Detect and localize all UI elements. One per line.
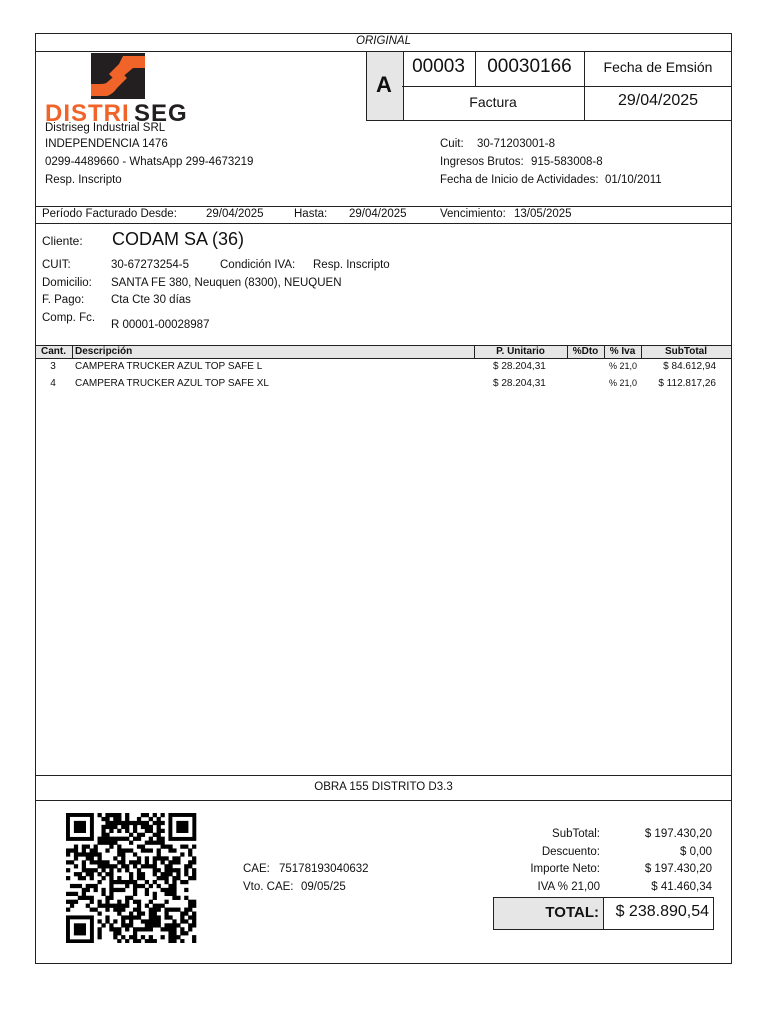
issuer-iibb: 915-583008-8	[531, 156, 603, 168]
period-to: 29/04/2025	[349, 208, 407, 220]
col-iva: % Iva	[609, 346, 636, 357]
row-subtotal: $ 112.817,26	[658, 378, 716, 389]
issuer-start-label: Fecha de Inicio de Actividades:	[440, 174, 599, 186]
qr-code-icon	[62, 813, 200, 943]
row-desc: CAMPERA TRUCKER AZUL TOP SAFE L	[75, 361, 263, 372]
issuer-phone: 0299-4489660 - WhatsApp 299-4673219	[45, 156, 254, 168]
client-address: SANTA FE 380, Neuquen (8300), NEUQUEN	[111, 277, 342, 289]
point-of-sale: 00003	[412, 56, 465, 77]
row-desc: CAMPERA TRUCKER AZUL TOP SAFE XL	[75, 378, 269, 389]
period-to-label: Hasta:	[294, 208, 328, 220]
period-from: 29/04/2025	[206, 208, 264, 220]
issue-date: 29/04/2025	[617, 92, 699, 109]
client-comp: R 00001-00028987	[111, 319, 210, 331]
row-unit: $ 28.204,31	[493, 378, 546, 389]
discount-value: $ 0,00	[680, 846, 712, 858]
col-unit: P. Unitario	[496, 346, 545, 357]
row-qty: 4	[50, 378, 56, 389]
svg-text:SEG: SEG	[134, 100, 188, 124]
company-logo	[45, 52, 195, 124]
issuer-tax-status: Resp. Inscripto	[45, 174, 122, 186]
divider	[35, 206, 732, 207]
issuer-cuit-label: Cuit:	[440, 138, 464, 150]
divider	[35, 223, 732, 224]
client-name: CODAM SA (36)	[112, 229, 245, 249]
client-iva-label: Condición IVA:	[220, 259, 296, 271]
iva-label: IVA % 21,00	[537, 881, 600, 893]
total-label: TOTAL:	[545, 904, 599, 921]
invoice-number: 00030166	[487, 56, 572, 77]
cae-vto: 09/05/25	[301, 881, 346, 893]
cae-vto-label: Vto. CAE:	[243, 881, 294, 893]
due-date: 13/05/2025	[514, 208, 572, 220]
due-label: Vencimiento:	[440, 208, 506, 220]
issuer-cuit: 30-71203001-8	[477, 138, 556, 150]
divider	[35, 800, 732, 801]
period-from-label: Período Facturado Desde:	[42, 208, 177, 220]
invoice-letter: A	[376, 72, 392, 97]
row-iva: % 21,0	[609, 378, 638, 388]
row-qty: 3	[50, 361, 56, 372]
issuer-name: Distriseg Industrial SRL	[45, 122, 166, 134]
copy-label: ORIGINAL	[356, 35, 411, 47]
divider	[402, 86, 732, 87]
client-label: Cliente:	[42, 234, 83, 248]
row-subtotal: $ 84.612,94	[663, 361, 716, 372]
subtotal-value: $ 197.430,20	[644, 828, 712, 840]
doc-type: Factura	[469, 94, 517, 110]
col-disc: %Dto	[572, 346, 599, 357]
net-value: $ 197.430,20	[644, 863, 712, 875]
client-address-label: Domicilio:	[42, 277, 92, 289]
invoice-note: OBRA 155 DISTRITO D3.3	[314, 781, 453, 793]
col-qty: Cant.	[41, 346, 66, 357]
issuer-address: INDEPENDENCIA 1476	[45, 138, 168, 150]
issuer-start-date: 01/10/2011	[605, 174, 662, 186]
row-iva: % 21,0	[609, 361, 638, 371]
client-comp-label: Comp. Fc.	[42, 312, 96, 324]
cae-label: CAE:	[243, 863, 270, 875]
cae-number: 75178193040632	[279, 863, 369, 875]
client-cuit-label: CUIT:	[42, 259, 71, 271]
divider	[35, 775, 732, 776]
col-desc: Descripción	[75, 346, 133, 357]
row-unit: $ 28.204,31	[493, 361, 546, 372]
total-value: $ 238.890,54	[615, 903, 709, 920]
client-iva: Resp. Inscripto	[313, 259, 390, 271]
subtotal-label: SubTotal:	[552, 828, 600, 840]
client-cuit: 30-67273254-5	[111, 259, 190, 271]
client-payment-label: F. Pago:	[42, 294, 85, 306]
client-payment: Cta Cte 30 días	[111, 294, 191, 306]
col-subtotal: SubTotal	[664, 346, 708, 357]
divider	[366, 120, 732, 121]
svg-text:DISTRI: DISTRI	[45, 100, 130, 124]
divider	[72, 345, 73, 358]
net-label: Importe Neto:	[530, 863, 600, 875]
issuer-iibb-label: Ingresos Brutos:	[440, 156, 524, 168]
discount-label: Descuento:	[541, 846, 600, 858]
iva-value: $ 41.460,34	[651, 881, 712, 893]
issue-date-label: Fecha de Emsión	[603, 59, 713, 75]
